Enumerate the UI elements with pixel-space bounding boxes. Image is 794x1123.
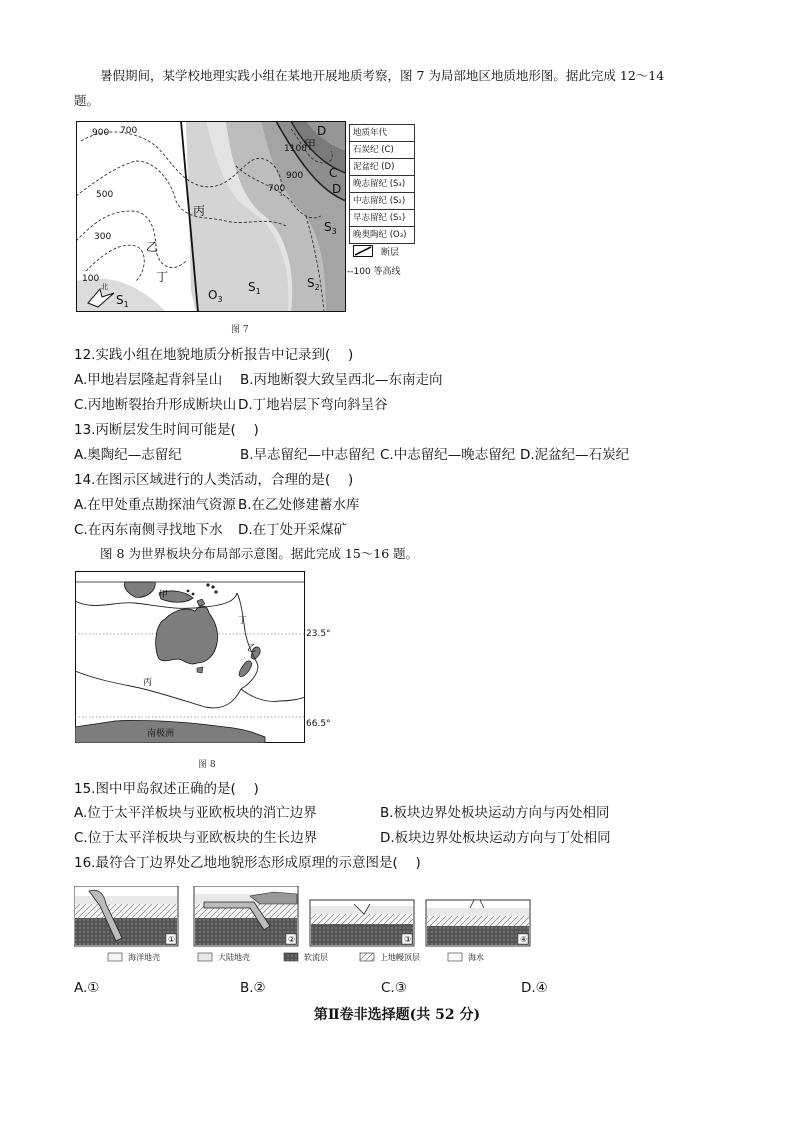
stratum-s1-east-label: $S_1$	[248, 280, 261, 296]
q14-stem: 14.在图示区域进行的人类活动，合理的是( )	[74, 472, 354, 488]
q14-option-c: C.在丙东南侧寻找地下水	[74, 522, 223, 538]
legend-label-oceanic-crust: 海洋地壳	[128, 953, 160, 962]
plate-label-yi: 乙	[247, 644, 257, 654]
diagram-4	[426, 900, 530, 946]
q15-option-b: B.板块边界处板块运动方向与丙处相同	[380, 805, 610, 821]
q13-option-c: C.中志留纪—晚志留纪	[380, 447, 516, 463]
intro-text-line1: 暑假期间，某学校地理实践小组在某地开展地质考察，图 7 为局部地区地质地形图。据此完成 12～14	[100, 68, 665, 83]
intro-text-line2: 题。	[74, 93, 100, 108]
q14-option-b: B.在乙处修建蓄水库	[238, 497, 360, 513]
antarctica-label: 南极洲	[147, 729, 175, 739]
stratum-d-label-2: D	[332, 182, 342, 196]
latitude-23-5-label: 23.5°	[306, 629, 331, 639]
legend-item: 晚志留纪 (S₃)	[350, 176, 414, 193]
contour-label-500: 500	[96, 190, 114, 200]
diagram-1	[74, 886, 178, 946]
stratum-s1-west-label: $S_1$	[116, 293, 129, 309]
q14-option-a: A.在甲处重点勘探油气资源	[74, 497, 236, 513]
q16-stem: 16.最符合丁边界处乙地地貌形态形成原理的示意图是( )	[74, 855, 421, 871]
diagram-number-2: ②	[288, 935, 296, 944]
q14-option-d: D.在丁处开采煤矿	[238, 522, 348, 538]
island-tasmania	[197, 667, 203, 673]
q15-option-a: A.位于太平洋板块与亚欧板块的消亡边界	[74, 805, 317, 821]
legend-item: 石炭纪 (C)	[350, 142, 414, 159]
legend-item: 早志留纪 (S₁)	[350, 210, 414, 227]
contour-label-900: 900	[92, 128, 110, 138]
place-jia-label: 甲	[304, 138, 317, 152]
section-title: 第Ⅱ卷非选择题(共 52 分)	[313, 1007, 481, 1023]
legend-label-continental-crust: 大陆地壳	[218, 953, 250, 962]
q13-option-a: A.奥陶纪—志留纪	[74, 447, 182, 463]
legend-item: 晚奥陶纪 (O₃)	[353, 230, 407, 240]
q16-option-a: A.①	[74, 980, 100, 996]
q13-option-d: D.泥盆纪—石炭纪	[520, 447, 630, 463]
q12-option-b: B.丙地断裂大致呈西北—东南走向	[240, 372, 443, 388]
legend-swatch-seawater	[448, 953, 462, 961]
svg-text:北: 北	[101, 283, 108, 291]
q12-option-c: C.丙地断裂抬升形成断块山	[74, 397, 237, 413]
island-dot	[192, 593, 195, 596]
diagram-number-3: ③	[404, 935, 412, 944]
contour-label-900b: 900	[286, 171, 304, 181]
place-bing-label: 丙	[193, 204, 206, 218]
contour-label-700: 700	[120, 126, 138, 136]
plate-label-bing: 丙	[143, 678, 153, 688]
figure-7-caption: 图 7	[231, 325, 249, 335]
q12-option-a: A.甲地岩层隆起背斜呈山	[74, 372, 223, 388]
legend-item: 泥盆纪 (D)	[350, 159, 414, 176]
q16-legend	[108, 952, 484, 962]
plate-label-ding: 丁	[238, 616, 248, 626]
place-ding-label: 丁	[156, 270, 169, 284]
island-dot	[211, 585, 214, 588]
contour-legend-text: 100 等高线	[353, 267, 401, 277]
contour-legend-label	[347, 264, 401, 277]
q13-stem: 13.丙断层发生时间可能是( )	[74, 422, 259, 438]
contour-legend-dash: --	[347, 267, 354, 277]
intro-text-fig8: 图 8 为世界板块分布局部示意图。据此完成 15～16 题。	[100, 546, 419, 561]
fault-legend-label: 断层	[381, 248, 400, 258]
island-dot	[187, 590, 190, 593]
q15-stem: 15.图中甲岛叙述正确的是( )	[74, 781, 259, 797]
diagram-2	[194, 886, 298, 946]
diagram-number-4: ④	[520, 935, 528, 944]
legend-swatch-continental-crust	[198, 953, 212, 961]
contour-label-300: 300	[94, 232, 112, 242]
diagram-3	[310, 900, 414, 946]
q15-option-c: C.位于太平洋板块与亚欧板块的生长边界	[74, 830, 318, 846]
figure-8-plate-map	[75, 571, 305, 743]
island-dot	[214, 590, 217, 593]
q16-option-c: C.③	[381, 980, 407, 996]
fault-legend-icon	[353, 245, 373, 257]
legend-item: 中志留纪 (S₂)	[350, 193, 414, 210]
diagram-number-1: ①	[168, 935, 176, 944]
contour-label-1100: 1100	[284, 144, 307, 154]
q15-option-d: D.板块边界处板块运动方向与丁处相同	[380, 830, 611, 846]
q16-diagrams	[74, 886, 534, 966]
stratum-s2-label: $S_2$	[307, 276, 320, 292]
stratum-o3-label: $O_3$	[208, 288, 223, 304]
legend-swatch-asthenosphere	[284, 953, 298, 961]
legend-title: 地质年代	[350, 125, 414, 142]
legend-swatch-upper-mantle	[360, 953, 374, 961]
legend-label-upper-mantle: 上地幔顶层	[380, 953, 420, 962]
place-yi-label: 乙	[146, 240, 159, 254]
figure-8-caption: 图 8	[198, 760, 216, 770]
stratum-d-label: D	[317, 124, 327, 138]
q16-option-d: D.④	[521, 980, 548, 996]
q13-option-b: B.早志留纪—中志留纪	[240, 447, 376, 463]
legend-label-seawater: 海水	[468, 953, 484, 962]
figure-7-legend	[349, 124, 415, 244]
q12-option-d: D.丁地岩层下弯向斜呈谷	[238, 397, 388, 413]
contour-label-700b: 700	[268, 184, 286, 194]
latitude-66-5-label: 66.5°	[306, 719, 331, 729]
stratum-s3-label: $S_3$	[324, 220, 337, 236]
island-dot	[206, 583, 209, 586]
figure-7-geologic-map	[76, 121, 346, 312]
contour-label-100: 100	[82, 274, 100, 284]
q16-option-b: B.②	[240, 980, 266, 996]
legend-swatch-oceanic-crust	[108, 953, 122, 961]
plate-label-jia: 甲	[159, 590, 169, 600]
stratum-c-label: C	[329, 166, 338, 180]
legend-label-asthenosphere: 软流层	[304, 953, 328, 962]
q12-stem: 12.实践小组在地貌地质分析报告中记录到( )	[74, 347, 354, 363]
